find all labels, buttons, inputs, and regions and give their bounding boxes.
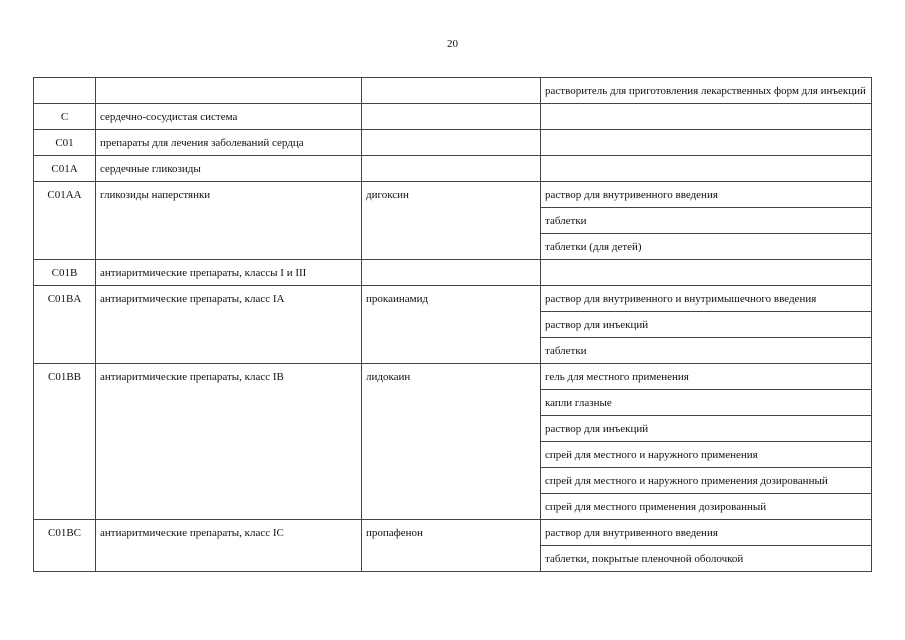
anatomical-group-cell xyxy=(96,78,362,104)
table-row xyxy=(34,78,872,104)
dosage-form-cell xyxy=(541,260,872,286)
dosage-form-cell: раствор для инъекций xyxy=(541,416,872,442)
dosage-form-cell: гель для местного применения xyxy=(541,364,872,390)
drug-name-cell xyxy=(362,260,541,286)
dosage-form-cell: раствор для инъекций xyxy=(541,312,872,338)
dosage-form-cell: таблетки xyxy=(541,338,872,364)
dosage-form-cell: таблетки xyxy=(541,208,872,234)
table-row xyxy=(34,104,872,130)
table-row xyxy=(34,286,872,312)
drug-name-cell xyxy=(362,104,541,130)
dosage-form-cell: спрей для местного применения дозированный xyxy=(541,494,872,520)
anatomical-group-cell: антиаритмические препараты, класс IB xyxy=(96,364,362,520)
drug-name-cell: дигоксин xyxy=(362,182,541,260)
table-row xyxy=(34,520,872,546)
anatomical-group-cell: антиаритмические препараты, класс IA xyxy=(96,286,362,364)
table-row xyxy=(34,260,872,286)
dosage-form-cell: таблетки (для детей) xyxy=(541,234,872,260)
table-body xyxy=(34,78,872,572)
dosage-form-cell xyxy=(541,104,872,130)
anatomical-group-cell: сердечные гликозиды xyxy=(96,156,362,182)
dosage-form-cell: раствор для внутривенного введения xyxy=(541,520,872,546)
atc-code-cell: C01AA xyxy=(34,182,96,260)
table-row xyxy=(34,130,872,156)
atc-code-cell: C01BC xyxy=(34,520,96,572)
atc-code-cell: C01BA xyxy=(34,286,96,364)
atc-code-cell: C01B xyxy=(34,260,96,286)
dosage-form-cell: спрей для местного и наружного применения дозированный xyxy=(541,468,872,494)
dosage-form-cell: растворитель для приготовления лекарственных форм для инъекций xyxy=(541,78,872,104)
anatomical-group-cell: антиаритмические препараты, классы I и III xyxy=(96,260,362,286)
table-row xyxy=(34,156,872,182)
dosage-form-cell: таблетки, покрытые пленочной оболочкой xyxy=(541,546,872,572)
drug-classification-table xyxy=(33,77,872,572)
drug-name-cell xyxy=(362,78,541,104)
atc-code-cell: C01 xyxy=(34,130,96,156)
dosage-form-cell xyxy=(541,156,872,182)
dosage-form-cell: раствор для внутривенного введения xyxy=(541,182,872,208)
anatomical-group-cell: гликозиды наперстянки xyxy=(96,182,362,260)
atc-code-cell: C01A xyxy=(34,156,96,182)
dosage-form-cell: раствор для внутривенного и внутримышечного введения xyxy=(541,286,872,312)
table-row xyxy=(34,364,872,390)
atc-code-cell: C01BB xyxy=(34,364,96,520)
drug-name-cell xyxy=(362,130,541,156)
anatomical-group-cell: антиаритмические препараты, класс IC xyxy=(96,520,362,572)
atc-code-cell: C xyxy=(34,104,96,130)
dosage-form-cell: капли глазные xyxy=(541,390,872,416)
drug-name-cell xyxy=(362,156,541,182)
table-row xyxy=(34,182,872,208)
page-number: 20 xyxy=(447,38,458,50)
drug-name-cell: пропафенон xyxy=(362,520,541,572)
dosage-form-cell: спрей для местного и наружного применения xyxy=(541,442,872,468)
anatomical-group-cell: сердечно-сосудистая система xyxy=(96,104,362,130)
atc-code-cell xyxy=(34,78,96,104)
drug-name-cell: лидокаин xyxy=(362,364,541,520)
drug-name-cell: прокаинамид xyxy=(362,286,541,364)
dosage-form-cell xyxy=(541,130,872,156)
anatomical-group-cell: препараты для лечения заболеваний сердца xyxy=(96,130,362,156)
